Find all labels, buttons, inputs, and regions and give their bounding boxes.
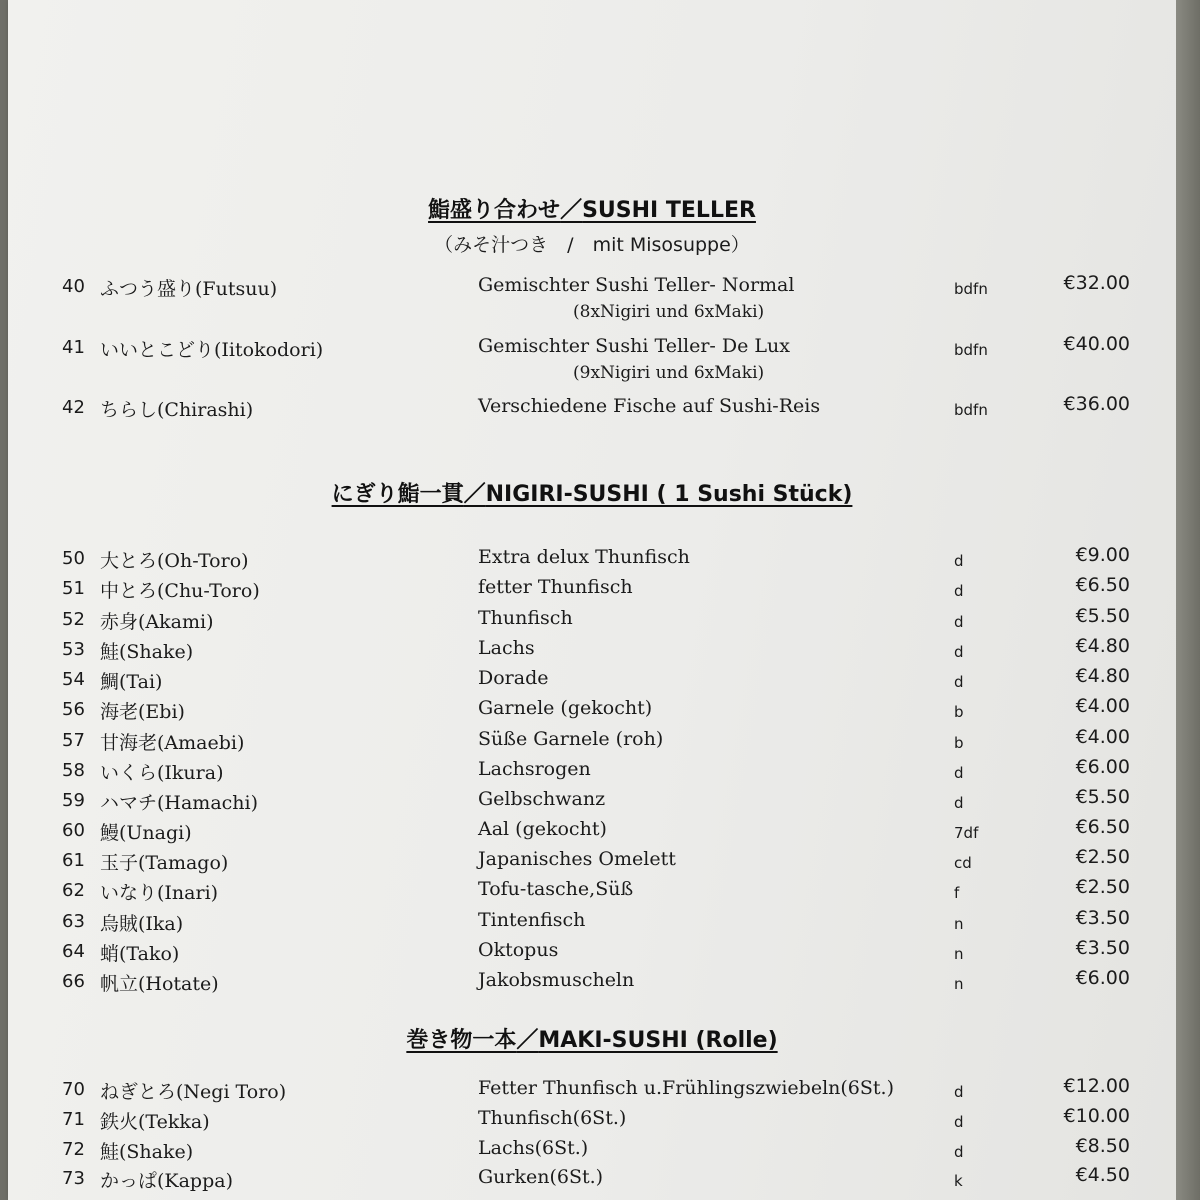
menu-item-row (8, 758, 1176, 788)
menu-item-row (8, 969, 1176, 999)
item-allergens: d (954, 552, 964, 570)
item-allergens: 7df (954, 824, 979, 842)
item-name-jp: ふつう盛り(Futsuu) (100, 278, 278, 300)
item-number: 73 (62, 1168, 85, 1189)
item-allergens: cd (954, 854, 972, 872)
menu-item-row (8, 607, 1176, 637)
section-title-en: MAKI-SUSHI (Rolle) (538, 1028, 778, 1053)
item-number: 64 (62, 941, 85, 962)
item-number: 42 (62, 397, 85, 418)
item-allergens: b (954, 703, 964, 721)
item-price: €5.50 (1075, 786, 1130, 808)
item-allergens: d (954, 673, 964, 691)
menu-item-row (8, 1166, 1176, 1196)
item-description: fetter Thunfisch (478, 576, 633, 598)
item-name-jp: いいとこどり(Iitokodori) (100, 339, 324, 361)
item-number: 50 (62, 548, 85, 569)
item-name-jp: ねぎとろ(Negi Toro) (100, 1081, 287, 1103)
item-number: 58 (62, 760, 85, 781)
item-allergens: d (954, 613, 964, 631)
item-name-jp: 甘海老(Amaebi) (100, 732, 245, 754)
item-price: €9.00 (1075, 544, 1130, 566)
item-description: Tofu-tasche,Süß (478, 878, 634, 900)
background-edge (1176, 0, 1200, 1200)
menu-item-row (8, 878, 1176, 908)
menu-item-row (8, 848, 1176, 878)
item-allergens: bdfn (954, 341, 988, 359)
item-number: 41 (62, 337, 85, 358)
item-number: 63 (62, 911, 85, 932)
item-description: Japanisches Omelett (478, 848, 676, 870)
item-name-jp: ハマチ(Hamachi) (100, 792, 259, 814)
item-name-jp: 鮭(Shake) (100, 641, 194, 663)
item-price: €4.00 (1075, 726, 1130, 748)
item-allergens: d (954, 1143, 964, 1161)
menu-item-row (8, 333, 1176, 383)
item-number: 59 (62, 790, 85, 811)
item-description: Dorade (478, 667, 549, 689)
item-number: 52 (62, 609, 85, 630)
item-allergens: d (954, 1113, 964, 1131)
item-number: 51 (62, 578, 85, 599)
item-price: €36.00 (1063, 393, 1130, 415)
item-price: €2.50 (1075, 876, 1130, 898)
item-description: Gelbschwanz (478, 788, 606, 810)
item-number: 71 (62, 1109, 85, 1130)
menu-item-row (8, 788, 1176, 818)
item-name-jp: 赤身(Akami) (100, 611, 214, 633)
menu-item-row (8, 546, 1176, 576)
menu-item-row (8, 697, 1176, 727)
section-title-jp: にぎり鮨一貫 (331, 481, 464, 507)
item-name-jp: 鯛(Tai) (100, 671, 163, 693)
section-title-en: SUSHI TELLER (582, 198, 756, 223)
item-name-jp: 海老(Ebi) (100, 701, 185, 723)
item-name-jp: ちらし(Chirashi) (100, 399, 254, 421)
item-price: €12.00 (1063, 1075, 1130, 1097)
item-allergens: bdfn (954, 401, 988, 419)
item-description: Verschiedene Fische auf Sushi-Reis (478, 395, 821, 417)
item-allergens: b (954, 734, 964, 752)
item-description: Gemischter Sushi Teller- De Lux (478, 335, 790, 357)
section-subtitle: （みそ汁つき / mit Misosuppe） (434, 234, 750, 256)
item-price: €5.50 (1075, 605, 1130, 627)
item-number: 40 (62, 276, 85, 297)
item-price: €4.00 (1075, 695, 1130, 717)
section-title-separator: ／ (560, 197, 583, 223)
item-description: Lachsrogen (478, 758, 591, 780)
menu-item-row (8, 1107, 1176, 1137)
menu-item-row (8, 395, 1176, 425)
item-price: €6.50 (1075, 816, 1130, 838)
item-description: Aal (gekocht) (478, 818, 607, 840)
item-allergens: n (954, 975, 964, 993)
menu-item-row (8, 1137, 1176, 1167)
item-price: €6.00 (1075, 756, 1130, 778)
item-number: 61 (62, 850, 85, 871)
menu-item-row (8, 939, 1176, 969)
item-description: Tintenfisch (478, 909, 586, 931)
item-number: 57 (62, 730, 85, 751)
item-price: €6.50 (1075, 574, 1130, 596)
item-name-jp: かっぱ(Kappa) (100, 1170, 234, 1192)
item-number: 53 (62, 639, 85, 660)
item-description: Gurken(6St.) (478, 1166, 604, 1188)
item-price: €40.00 (1063, 333, 1130, 355)
menu-item-row (8, 272, 1176, 322)
item-name-jp: 中とろ(Chu-Toro) (100, 580, 260, 602)
section-title-separator: ／ (463, 481, 486, 507)
section-title-nigiri-sushi (8, 477, 1176, 508)
menu-item-row (8, 667, 1176, 697)
item-name-jp: 大とろ(Oh-Toro) (100, 550, 249, 572)
menu-item-row (8, 909, 1176, 939)
item-description: Jakobsmuscheln (478, 969, 635, 991)
item-number: 54 (62, 669, 85, 690)
section-title-jp: 巻き物一本 (406, 1027, 517, 1053)
item-description: Lachs (478, 637, 535, 659)
item-number: 66 (62, 971, 85, 992)
menu-item-row (8, 728, 1176, 758)
item-description: Garnele (gekocht) (478, 697, 653, 719)
item-allergens: d (954, 643, 964, 661)
section-title-jp: 鮨盛り合わせ (428, 197, 561, 223)
item-name-jp: 鉄火(Tekka) (100, 1111, 210, 1133)
item-name-jp: いくら(Ikura) (100, 762, 224, 784)
item-allergens: d (954, 764, 964, 782)
item-description: Gemischter Sushi Teller- Normal (478, 274, 795, 296)
section-title-separator: ／ (516, 1027, 539, 1053)
item-allergens: d (954, 1083, 964, 1101)
item-allergens: n (954, 915, 964, 933)
item-description: Fetter Thunfisch u.Frühlingszwiebeln(6St.) (478, 1077, 894, 1099)
item-name-jp: 帆立(Hotate) (100, 973, 219, 995)
item-price: €6.00 (1075, 967, 1130, 989)
item-price: €8.50 (1075, 1135, 1130, 1157)
item-number: 60 (62, 820, 85, 841)
item-description: Oktopus (478, 939, 559, 961)
menu-item-row (8, 818, 1176, 848)
item-name-jp: 烏賊(Ika) (100, 913, 184, 935)
item-description: Süße Garnele (roh) (478, 728, 664, 750)
item-price: €4.80 (1075, 665, 1130, 687)
item-price: €3.50 (1075, 907, 1130, 929)
item-number: 70 (62, 1079, 85, 1100)
item-allergens: d (954, 794, 964, 812)
menu-item-row (8, 1077, 1176, 1107)
item-name-jp: 玉子(Tamago) (100, 852, 229, 874)
item-price: €32.00 (1063, 272, 1130, 294)
item-description: Thunfisch(6St.) (478, 1107, 627, 1129)
item-price: €3.50 (1075, 937, 1130, 959)
item-number: 56 (62, 699, 85, 720)
item-number: 72 (62, 1139, 85, 1160)
section-title-maki-sushi (8, 1023, 1176, 1054)
item-allergens: k (954, 1172, 963, 1190)
item-allergens: f (954, 884, 960, 902)
item-name-jp: 鰻(Unagi) (100, 822, 192, 844)
item-name-jp: 鮭(Shake) (100, 1141, 194, 1163)
section-title-en: NIGIRI-SUSHI ( 1 Sushi Stück) (485, 482, 853, 507)
item-allergens: d (954, 582, 964, 600)
item-description: Thunfisch (478, 607, 573, 629)
item-description: Lachs(6St.) (478, 1137, 589, 1159)
item-price: €4.80 (1075, 635, 1130, 657)
section-title-sushi-teller (8, 193, 1176, 224)
item-number: 62 (62, 880, 85, 901)
menu-item-row (8, 637, 1176, 667)
item-name-jp: 蛸(Tako) (100, 943, 180, 965)
menu-page (8, 0, 1176, 1200)
item-allergens: n (954, 945, 964, 963)
item-description-detail: (9xNigiri und 6xMaki) (573, 363, 765, 383)
item-price: €4.50 (1075, 1164, 1130, 1186)
item-price: €10.00 (1063, 1105, 1130, 1127)
item-name-jp: いなり(Inari) (100, 882, 219, 904)
item-allergens: bdfn (954, 280, 988, 298)
item-description-detail: (8xNigiri und 6xMaki) (573, 302, 765, 322)
item-description: Extra delux Thunfisch (478, 546, 690, 568)
menu-item-row (8, 576, 1176, 606)
item-price: €2.50 (1075, 846, 1130, 868)
